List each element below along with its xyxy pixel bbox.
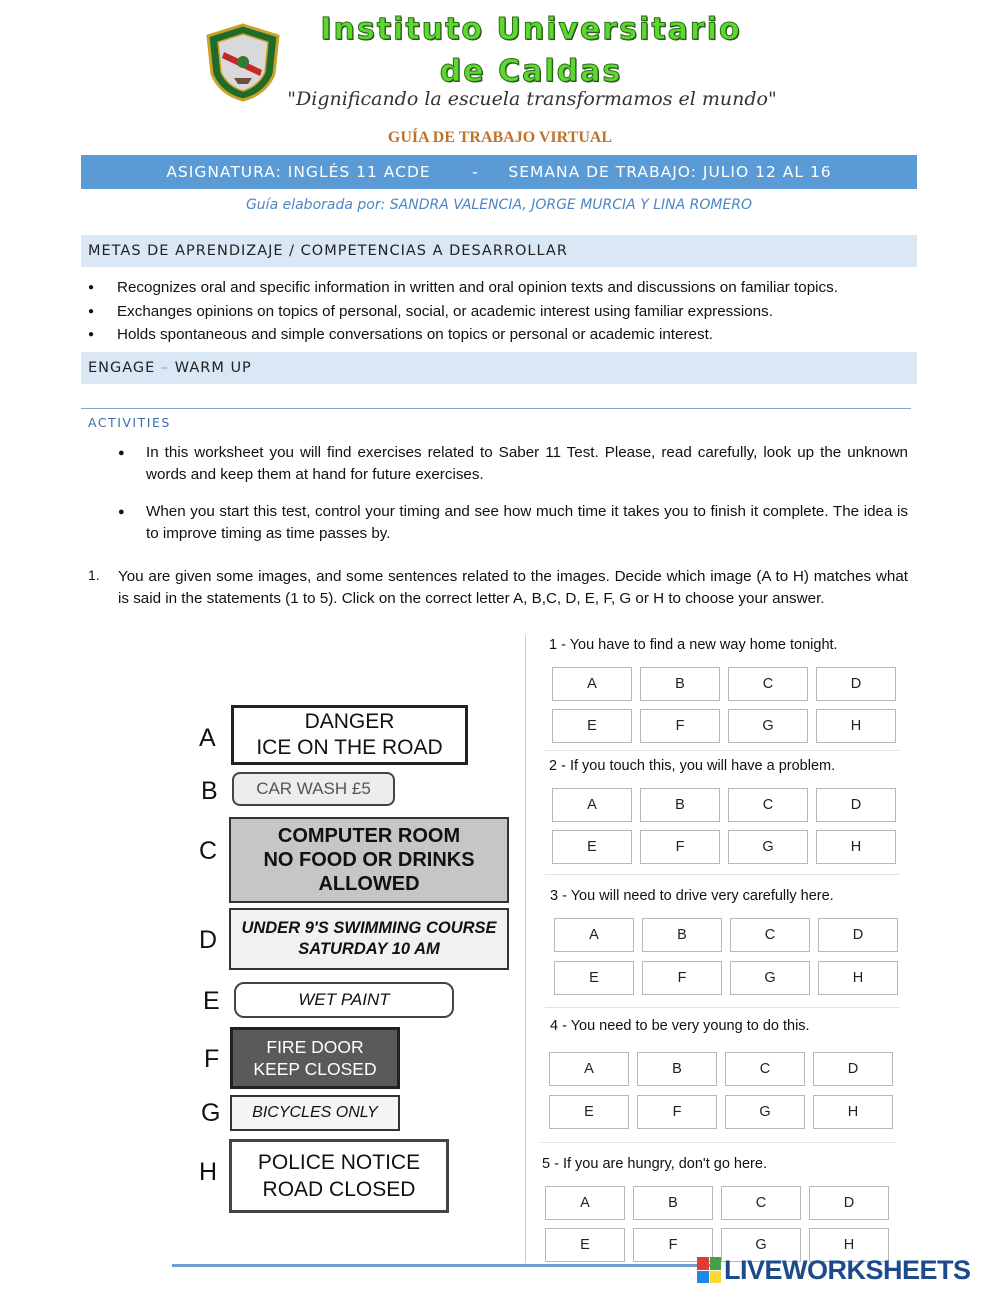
goals-heading: METAS DE APRENDIZAJE / COMPETENCIAS A DESARROLLAR bbox=[81, 235, 917, 267]
liveworksheets-brand: LIVEWORKSHEETS bbox=[724, 1254, 971, 1285]
list-item: ● Exchanges opinions on topics of personal, social, or academic interest using familiar expressions. bbox=[88, 300, 918, 324]
liveworksheets-icon bbox=[697, 1257, 721, 1283]
sign-letter-d: D bbox=[199, 926, 218, 954]
activity-text: When you start this test, control your timing and see how much time it takes you to finish it complete. The idea is to improve timing as time passes by. bbox=[146, 503, 908, 542]
q3-option-e[interactable]: E bbox=[554, 961, 634, 995]
question-4-label: 4 - You need to be very young to do this. bbox=[550, 1018, 810, 1034]
q2-option-h[interactable]: H bbox=[816, 830, 896, 864]
q1-option-e[interactable]: E bbox=[552, 709, 632, 743]
question-2-label: 2 - If you touch this, you will have a problem. bbox=[549, 758, 836, 774]
question-number: 1. bbox=[88, 567, 100, 583]
question-instructions: You are given some images, and some sentences related to the images. Decide which image (A to H) matches what is said in the statements (1 to 5). Click on the correct letter A, B,C, D, E, F, G or H to choose your answer. bbox=[118, 568, 908, 607]
q2-option-d[interactable]: D bbox=[816, 788, 896, 822]
bullet-icon: ● bbox=[118, 506, 125, 518]
activity-item bbox=[118, 501, 908, 545]
sign-letter-b: B bbox=[201, 777, 218, 805]
institution-title-line2: de Caldas bbox=[439, 54, 623, 89]
sign-letter-f: F bbox=[204, 1045, 220, 1073]
q1-option-c[interactable]: C bbox=[728, 667, 808, 701]
authors-line: Guía elaborada por: SANDRA VALENCIA, JORGE MURCIA Y LINA ROMERO bbox=[245, 197, 753, 213]
q4-option-f[interactable]: F bbox=[637, 1095, 717, 1129]
sign-letter-h: H bbox=[199, 1158, 218, 1186]
institution-title-line1: Instituto Universitario bbox=[320, 12, 742, 47]
activity-item bbox=[118, 442, 908, 486]
q5-option-b[interactable]: B bbox=[633, 1186, 713, 1220]
q1-option-a[interactable]: A bbox=[552, 667, 632, 701]
q4-option-e[interactable]: E bbox=[549, 1095, 629, 1129]
q4-option-a[interactable]: A bbox=[549, 1052, 629, 1086]
question-5-label: 5 - If you are hungry, don't go here. bbox=[542, 1156, 767, 1172]
sign-letter-c: C bbox=[199, 837, 218, 865]
q2-option-f[interactable]: F bbox=[640, 830, 720, 864]
q3-option-a[interactable]: A bbox=[554, 918, 634, 952]
activity-text: In this worksheet you will find exercises related to Saber 11 Test. Please, read carefully, look up the unknown words and keep them at hand for future exercises. bbox=[146, 444, 908, 483]
q1-option-g[interactable]: G bbox=[728, 709, 808, 743]
list-item: ● Recognizes oral and specific information in written and oral opinion texts and discussions on familiar topics. bbox=[88, 276, 918, 300]
q3-option-h[interactable]: H bbox=[818, 961, 898, 995]
guide-title: GUÍA DE TRABAJO VIRTUAL bbox=[387, 129, 613, 146]
q1-option-f[interactable]: F bbox=[640, 709, 720, 743]
activities-heading: ACTIVITIES bbox=[88, 415, 171, 430]
q3-option-d[interactable]: D bbox=[818, 918, 898, 952]
q4-option-b[interactable]: B bbox=[637, 1052, 717, 1086]
goals-list bbox=[88, 276, 918, 347]
q2-option-a[interactable]: A bbox=[552, 788, 632, 822]
sign-f: FIRE DOOR KEEP CLOSED bbox=[230, 1027, 400, 1089]
sign-e: WET PAINT bbox=[234, 982, 454, 1018]
column-divider bbox=[525, 635, 526, 1263]
q5-option-a[interactable]: A bbox=[545, 1186, 625, 1220]
q5-option-e[interactable]: E bbox=[545, 1228, 625, 1262]
divider bbox=[545, 750, 900, 751]
sign-a: DANGER ICE ON THE ROAD bbox=[231, 705, 468, 765]
subject-band: ASIGNATURA: INGLÉS 11 ACDE - SEMANA DE TRABAJO: JULIO 12 AL 16 bbox=[81, 155, 917, 189]
sign-h: POLICE NOTICE ROAD CLOSED bbox=[229, 1139, 449, 1213]
q4-option-c[interactable]: C bbox=[725, 1052, 805, 1086]
question-3-label: 3 - You will need to drive very carefully here. bbox=[550, 888, 834, 904]
engage-label: ENGAGE bbox=[88, 360, 156, 376]
q4-option-h[interactable]: H bbox=[813, 1095, 893, 1129]
question-1-label: 1 - You have to find a new way home tonight. bbox=[549, 637, 838, 653]
bullet-icon: ● bbox=[118, 447, 125, 459]
engage-dash: – bbox=[160, 360, 170, 376]
divider bbox=[545, 1007, 900, 1008]
q5-option-c[interactable]: C bbox=[721, 1186, 801, 1220]
q2-option-c[interactable]: C bbox=[728, 788, 808, 822]
sign-letter-e: E bbox=[203, 987, 220, 1015]
q1-option-d[interactable]: D bbox=[816, 667, 896, 701]
institution-motto: "Dignificando la escuela transformamos el mundo" bbox=[287, 88, 777, 110]
sign-g: BICYCLES ONLY bbox=[230, 1095, 400, 1131]
q3-option-g[interactable]: G bbox=[730, 961, 810, 995]
divider bbox=[81, 408, 911, 409]
q2-option-b[interactable]: B bbox=[640, 788, 720, 822]
liveworksheets-logo[interactable] bbox=[697, 1254, 971, 1286]
q1-option-b[interactable]: B bbox=[640, 667, 720, 701]
engage-heading bbox=[81, 352, 917, 384]
q2-option-g[interactable]: G bbox=[728, 830, 808, 864]
q5-option-g[interactable]: G bbox=[721, 1228, 801, 1262]
q1-option-h[interactable]: H bbox=[816, 709, 896, 743]
q5-option-f[interactable]: F bbox=[633, 1228, 713, 1262]
sign-b: CAR WASH £5 bbox=[232, 772, 395, 806]
sign-d: UNDER 9'S SWIMMING COURSE SATURDAY 10 AM bbox=[229, 908, 509, 970]
footer-rule bbox=[172, 1264, 712, 1267]
divider bbox=[545, 874, 900, 875]
list-item: ● Holds spontaneous and simple conversations on topics or personal or academic interest. bbox=[88, 323, 918, 347]
q4-option-d[interactable]: D bbox=[813, 1052, 893, 1086]
q3-option-c[interactable]: C bbox=[730, 918, 810, 952]
q3-option-f[interactable]: F bbox=[642, 961, 722, 995]
sign-letter-a: A bbox=[199, 724, 216, 752]
q4-option-g[interactable]: G bbox=[725, 1095, 805, 1129]
sign-letter-g: G bbox=[201, 1099, 221, 1127]
sign-c: COMPUTER ROOM NO FOOD OR DRINKS ALLOWED bbox=[229, 817, 509, 903]
warmup-label: WARM UP bbox=[174, 360, 252, 376]
q5-option-d[interactable]: D bbox=[809, 1186, 889, 1220]
q3-option-b[interactable]: B bbox=[642, 918, 722, 952]
q2-option-e[interactable]: E bbox=[552, 830, 632, 864]
divider bbox=[541, 1142, 896, 1143]
q5-option-h[interactable]: H bbox=[809, 1228, 889, 1262]
